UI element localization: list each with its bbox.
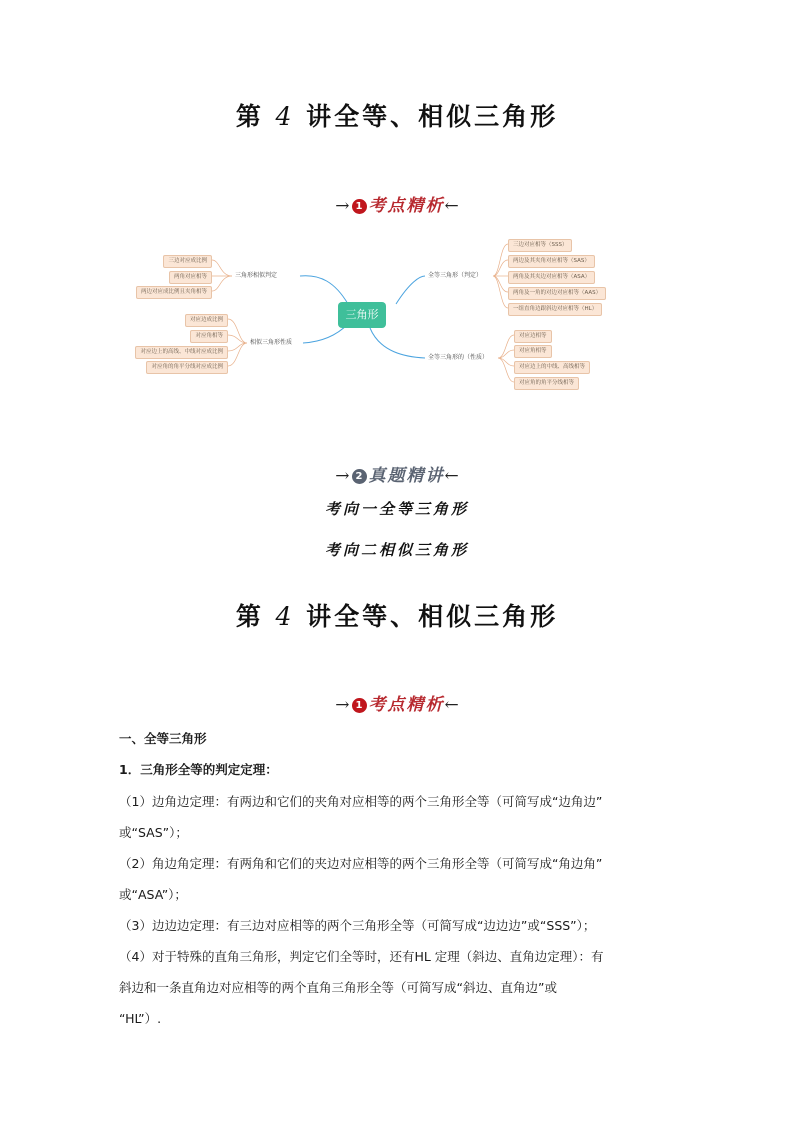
section-title: 考点精析 <box>368 695 445 715</box>
mind-node: 对应边成比例 <box>185 314 228 327</box>
section-header-kaodian <box>0 191 794 216</box>
arrow-right-icon: → <box>335 196 350 216</box>
paragraph-line: （4）对于特殊的直角三角形，判定它们全等时，还有HL 定理（斜边、直角边定理）：有 <box>119 949 604 964</box>
title-number: 4 <box>275 102 295 131</box>
section-header-zhenti <box>0 461 794 486</box>
title-prefix: 第 <box>235 602 276 631</box>
heading-congruent: 一、全等三角形 <box>119 731 207 746</box>
arrow-left-icon: ← <box>444 466 459 486</box>
paragraph-line: “HL”）. <box>119 1011 162 1026</box>
paragraph-line: 或“ASA”）； <box>119 887 187 902</box>
branch-similar-properties: 相似三角形性质 <box>250 339 293 346</box>
central-node: 三角形 <box>338 302 386 328</box>
subtitle-similar: 考向二相似三角形 <box>324 541 469 559</box>
branch-similar-criteria: 三角形相似判定 <box>235 272 278 279</box>
mind-node: 两角及其夹边对应相等（ASA） <box>508 271 595 284</box>
mind-node: 对应角相等 <box>514 345 552 358</box>
paragraph-line: 或“SAS”）； <box>119 825 188 840</box>
branch-congruent-criteria: 全等三角形（判定） <box>428 272 483 279</box>
title-suffix: 讲全等、相似三角形 <box>294 602 559 631</box>
title-prefix: 第 <box>235 102 276 131</box>
mind-node: 对应角的角平分线对应成比例 <box>146 361 228 374</box>
paragraph-line: （3）边边边定理：有三边对应相等的两个三角形全等（可简写成“边边边”或“SSS”）； <box>119 918 596 933</box>
number-badge: 1 <box>352 698 367 713</box>
paragraph-line: （2）角边角定理：有两角和它们的夹边对应相等的两个三角形全等（可简写成“角边角” <box>119 856 603 871</box>
arrow-right-icon: → <box>335 466 350 486</box>
paragraph-line: （1）边角边定理：有两边和它们的夹角对应相等的两个三角形全等（可简写成“边角边” <box>119 794 603 809</box>
mind-node: 两边及其夹角对应相等（SAS） <box>508 255 595 268</box>
title-suffix: 讲全等、相似三角形 <box>294 102 559 131</box>
number-badge: 2 <box>352 469 367 484</box>
branch-congruent-properties: 全等三角形的（性质） <box>428 354 489 361</box>
section-header-kaodian-repeat <box>0 690 794 715</box>
mind-node: 三边对应相等（SSS） <box>508 239 572 252</box>
mind-node: 两角及一角的对边对应相等（AAS） <box>508 287 606 300</box>
page-title-repeat <box>0 597 794 633</box>
arrow-left-icon: ← <box>444 196 459 216</box>
mind-node: 三边对应成比例 <box>163 255 212 268</box>
mind-node: 对应角相等 <box>190 330 228 343</box>
heading-criteria: 1．三角形全等的判定定理： <box>119 762 278 777</box>
mind-node: 对应边相等 <box>514 330 552 343</box>
mind-node: 对应边上的高线、中线对应成比例 <box>135 346 228 359</box>
paragraph-line: 斜边和一条直角边对应相等的两个直角三角形全等（可简写成“斜边、直角边”或 <box>119 980 557 995</box>
number-badge: 1 <box>352 199 367 214</box>
mind-node: 两边对应成比例且夹角相等 <box>136 286 212 299</box>
mind-node: 一组直角边跟斜边对应相等（HL） <box>508 303 602 316</box>
mind-node: 两角对应相等 <box>169 271 212 284</box>
mind-node: 对应角的角平分线相等 <box>514 377 579 390</box>
subtitle-congruent: 考向一全等三角形 <box>324 500 469 518</box>
mind-node: 对应边上的中线、高线相等 <box>514 361 590 374</box>
arrow-left-icon: ← <box>444 695 459 715</box>
section-title: 真题精讲 <box>368 466 445 486</box>
section-title: 考点精析 <box>368 196 445 216</box>
mind-map <box>120 232 680 402</box>
title-number: 4 <box>275 602 295 631</box>
arrow-right-icon: → <box>335 695 350 715</box>
page-title <box>0 97 794 133</box>
